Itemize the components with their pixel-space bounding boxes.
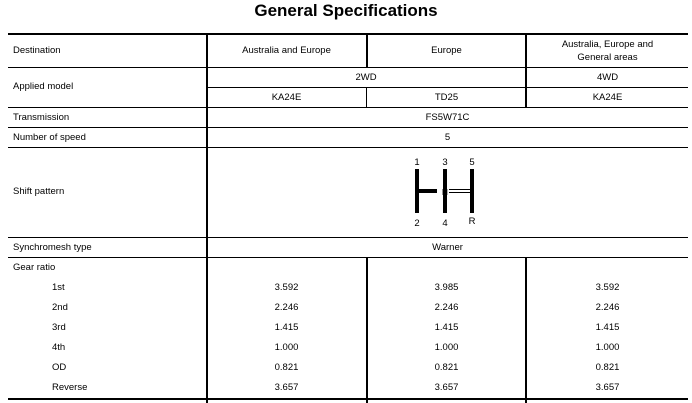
ratio-reverse-col3: 3.657 bbox=[595, 382, 620, 393]
ratio-2nd-col3: 2.246 bbox=[595, 302, 620, 313]
table-top-rule bbox=[8, 33, 688, 35]
rule-below-transmission bbox=[8, 127, 688, 128]
rule-below-destination bbox=[8, 67, 688, 68]
gear-label-2: 2 bbox=[414, 218, 420, 229]
drive-4wd: 4WD bbox=[596, 72, 619, 83]
gear-name-3rd: 3rd bbox=[52, 322, 66, 333]
rule-applied-model-split bbox=[207, 87, 688, 88]
shift-gate-right bbox=[470, 169, 474, 213]
applied-model-label: Applied model bbox=[13, 81, 74, 92]
rule-below-shift-pattern bbox=[8, 237, 688, 238]
drive-2wd: 2WD bbox=[355, 72, 377, 83]
ratio-1st-col2: 3.985 bbox=[434, 282, 459, 293]
gear-label-r: R bbox=[468, 216, 476, 227]
engine-col1: KA24E bbox=[271, 92, 302, 103]
transmission-label: Transmission bbox=[13, 112, 70, 123]
ratio-reverse-col1: 3.657 bbox=[274, 382, 299, 393]
speed-label: Number of speed bbox=[13, 132, 86, 143]
shift-pattern-label: Shift pattern bbox=[13, 186, 65, 197]
rule-below-synchromesh bbox=[8, 257, 688, 258]
synchromesh-label: Synchromesh type bbox=[13, 242, 92, 253]
gear-name-od: OD bbox=[52, 362, 67, 373]
shift-gate-left bbox=[415, 169, 419, 213]
shift-crossbar-left bbox=[419, 189, 437, 193]
ratio-1st-col1: 3.592 bbox=[274, 282, 299, 293]
page-title: General Specifications bbox=[254, 1, 438, 20]
table-bottom-rule bbox=[8, 398, 688, 400]
col-divider-1-engine bbox=[366, 88, 367, 107]
gear-name-1st: 1st bbox=[52, 282, 65, 293]
engine-col3: KA24E bbox=[592, 92, 623, 103]
engine-col2: TD25 bbox=[434, 92, 459, 103]
speed-value: 5 bbox=[444, 132, 451, 143]
ratio-od-col1: 0.821 bbox=[274, 362, 299, 373]
gear-name-reverse: Reverse bbox=[52, 382, 88, 393]
header-col3-line1: Australia, Europe and bbox=[561, 39, 654, 50]
ratio-3rd-col2: 1.415 bbox=[434, 322, 459, 333]
ratio-4th-col1: 1.000 bbox=[274, 342, 299, 353]
ratio-1st-col3: 3.592 bbox=[595, 282, 620, 293]
gear-name-4th: 4th bbox=[52, 342, 66, 353]
ratio-reverse-col2: 3.657 bbox=[434, 382, 459, 393]
ratio-4th-col3: 1.000 bbox=[595, 342, 620, 353]
gear-label-1: 1 bbox=[414, 157, 420, 168]
gear-label-5: 5 bbox=[469, 157, 475, 168]
header-col2: Europe bbox=[431, 45, 462, 56]
neutral-label: N bbox=[441, 187, 449, 197]
gear-label-3: 3 bbox=[442, 157, 448, 168]
destination-label: Destination bbox=[13, 45, 61, 56]
ratio-2nd-col2: 2.246 bbox=[434, 302, 459, 313]
rule-below-speed bbox=[8, 147, 688, 148]
header-col3-line2: General areas bbox=[577, 52, 638, 63]
rule-below-applied-model bbox=[8, 107, 688, 108]
synchromesh-value: Warner bbox=[432, 242, 463, 253]
ratio-od-col2: 0.821 bbox=[434, 362, 459, 373]
gear-ratio-label: Gear ratio bbox=[13, 262, 56, 273]
ratio-3rd-col1: 1.415 bbox=[274, 322, 299, 333]
transmission-value: FS5W71C bbox=[425, 112, 470, 123]
gear-name-2nd: 2nd bbox=[52, 302, 68, 313]
shift-pattern-diagram bbox=[405, 155, 490, 230]
ratio-2nd-col1: 2.246 bbox=[274, 302, 299, 313]
ratio-3rd-col3: 1.415 bbox=[595, 322, 620, 333]
header-col1: Australia and Europe bbox=[242, 45, 331, 56]
ratio-od-col3: 0.821 bbox=[595, 362, 620, 373]
ratio-4th-col2: 1.000 bbox=[434, 342, 459, 353]
gear-label-4: 4 bbox=[442, 218, 448, 229]
